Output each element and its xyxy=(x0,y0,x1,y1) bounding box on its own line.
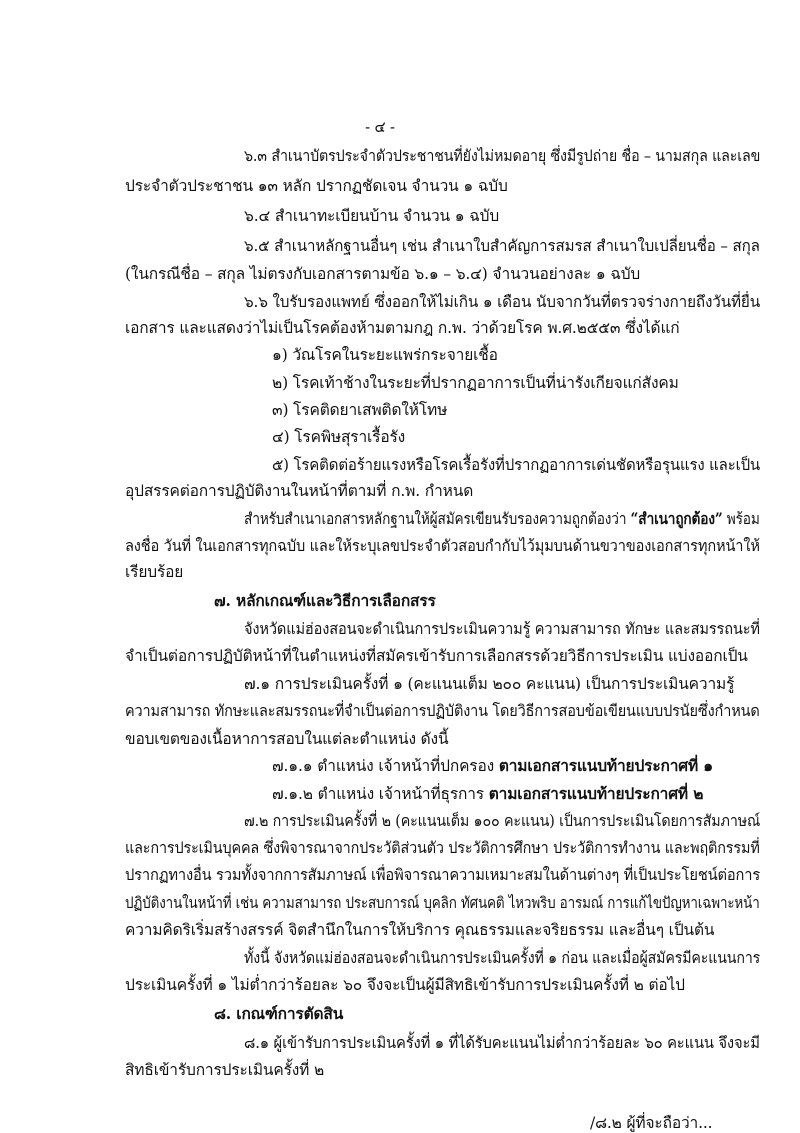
item-6-3: ๖.๓ สำเนาบัตรประจำตัวประชาชนที่ยังไม่หมดอายุ ซึ่งมีรูปถ่าย ชื่อ – นามสกุล และเลข xyxy=(244,147,761,165)
certification-note-end: เรียบร้อย xyxy=(125,563,184,581)
disease-5: ๕) โรคติดต่อร้ายแรงหรือโรคเรื้อรังที่ปรากฏอาการเด่นชัดหรือรุนแรง และเป็น xyxy=(272,456,761,474)
item-8-1: ๘.๑ ผู้เข้ารับการประเมินครั้งที่ ๑ ที่ได้รับคะแนนไม่ต่ำกว่าร้อยละ ๖๐ คะแนน จึงจะมี xyxy=(244,1034,760,1052)
item-7-1-cont: ความสามารถ ทักษะและสมรรถนะที่จำเป็นต่อการปฏิบัติงาน โดยวิธีการสอบข้อเขียนแบบปรนัยซึ่งกำหนด xyxy=(125,702,760,720)
item-7-2: ๗.๒ การประเมินครั้งที่ ๒ (คะแนนเต็ม ๑๐๐ คะแนน) เป็นการประเมินโดยการสัมภาษณ์ xyxy=(244,812,761,830)
item-7-1-1-attachment: ตามเอกสารแนบท้ายประกาศที่ ๑ xyxy=(498,756,713,775)
item-7-1: ๗.๑ การประเมินครั้งที่ ๑ (คะแนนเต็ม ๒๐๐ คะแนน) เป็นการประเมินความรู้ xyxy=(244,675,735,693)
section-7-note-cont: ประเมินครั้งที่ ๑ ไม่ต่ำกว่าร้อยละ ๖๐ จึงจะเป็นผู้มีสิทธิเข้ารับการประเมินครั้งที่ ๒ ต่อไป xyxy=(125,976,685,994)
item-6-5-cont: (ในกรณีชื่อ – สกุล ไม่ตรงกับเอกสารตามข้อ ๖.๑ – ๖.๔) จำนวนอย่างละ ๑ ฉบับ xyxy=(125,265,641,283)
certified-copy-phrase: “สำเนาถูกต้อง” xyxy=(630,509,723,528)
continuation-note: /๘.๒ ผู้ที่จะถือว่า... xyxy=(590,1114,713,1132)
item-7-2-cont4: ความคิดริเริ่มสร้างสรรค์ จิตสำนึกในการให้บริการ คุณธรรมและจริยธรรม และอื่นๆ เป็นต้น xyxy=(125,921,715,939)
item-7-1-2-position: ๗.๑.๒ ตำแหน่ง เจ้าหน้าที่ธุรการ xyxy=(272,785,489,803)
item-7-1-2-attachment: ตามเอกสารแนบท้ายประกาศที่ ๒ xyxy=(488,784,704,803)
item-6-6-cont: เอกสาร และแสดงว่าไม่เป็นโรคต้องห้ามตามกฎ ก.พ. ว่าด้วยโรค พ.ศ.๒๕๕๓ ซึ่งได้แก่ xyxy=(125,319,680,337)
item-8-1-cont: สิทธิเข้ารับการประเมินครั้งที่ ๒ xyxy=(125,1061,325,1079)
item-7-2-cont1: และการประเมินบุคคล ซึ่งพิจารณาจากประวัติส่วนตัว ประวัติการศึกษา ประวัติการทำงาน และพฤติกรรมที่ xyxy=(125,839,760,857)
item-7-1-2 xyxy=(272,784,703,804)
item-7-2-cont2: ปรากฏทางอื่น รวมทั้งจากการสัมภาษณ์ เพื่อพิจารณาความเหมาะสมในด้านต่างๆ ที่เป็นประโยชน์ต่อการ xyxy=(125,866,761,884)
disease-2: ๒) โรคเท้าช้างในระยะที่ปรากฏอาการเป็นที่น่ารังเกียจแก่สังคม xyxy=(272,374,679,392)
item-7-1-cont2: ขอบเขตของเนื้อหาการสอบในแต่ละตำแหน่ง ดังนี้ xyxy=(125,730,449,748)
page-number: - ๔ - xyxy=(365,118,395,136)
section-8-heading: ๘. เกณฑ์การตัดสิน xyxy=(214,1004,344,1023)
section-7-intro-cont: จำเป็นต่อการปฏิบัติหน้าที่ในตำแหน่งที่สมัครเข้ารับการเลือกสรรด้วยวิธีการประเมิน แบ่งออกเป็น xyxy=(125,647,748,665)
disease-3: ๓) โรคติดยาเสพติดให้โทษ xyxy=(272,401,448,419)
section-7-note: ทั้งนี้ จังหวัดแม่ฮ่องสอนจะดำเนินการประเมินครั้งที่ ๑ ก่อน และเมื่อผู้สมัครมีคะแนนการ xyxy=(244,949,761,967)
disease-5-cont: อุปสรรคต่อการปฏิบัติงานในหน้าที่ตามที่ ก.พ. กำหนด xyxy=(125,482,474,500)
certification-note xyxy=(244,509,760,529)
item-6-3-cont: ประจำตัวประชาชน ๑๓ หลัก ปรากฏชัดเจน จำนวน ๑ ฉบับ xyxy=(125,177,508,195)
certification-note-cont: ลงชื่อ วันที่ ในเอกสารทุกฉบับ และให้ระบุเลขประจำตัวสอบกำกับไว้มุมบนด้านขวาของเอกสารทุกหน้าให้ xyxy=(125,537,760,555)
item-7-2-cont3: ปฏิบัติงานในหน้าที่ เช่น ความสามารถ ประสบการณ์ บุคลิก ทัศนคติ ไหวพริบ อารมณ์ การแก้ไขปัญหาเฉพาะหน้า xyxy=(125,894,760,912)
section-7-heading: ๗. หลักเกณฑ์และวิธีการเลือกสรร xyxy=(214,591,436,610)
certification-text-end: พร้อม xyxy=(722,510,760,528)
disease-1: ๑) วัณโรคในระยะแพร่กระจายเชื้อ xyxy=(272,346,498,364)
item-6-4: ๖.๔ สำเนาทะเบียนบ้าน จำนวน ๑ ฉบับ xyxy=(244,207,500,225)
certification-text: สำหรับสำเนาเอกสารหลักฐานให้ผู้สมัครเขียนรับรองความถูกต้องว่า xyxy=(244,510,631,528)
disease-4: ๔) โรคพิษสุราเรื้อรัง xyxy=(272,428,406,446)
item-6-5: ๖.๕ สำเนาหลักฐานอื่นๆ เช่น สำเนาใบสำคัญการสมรส สำเนาใบเปลี่ยนชื่อ – สกุล xyxy=(244,237,760,255)
item-6-6: ๖.๖ ใบรับรองแพทย์ ซึ่งออกให้ไม่เกิน ๑ เดือน นับจากวันที่ตรวจร่างกายถึงวันที่ยื่น xyxy=(244,293,761,311)
item-7-1-1 xyxy=(272,756,713,776)
section-7-intro: จังหวัดแม่ฮ่องสอนจะดำเนินการประเมินความรู้ ความสามารถ ทักษะ และสมรรถนะที่ xyxy=(244,620,760,638)
item-7-1-1-position: ๗.๑.๑ ตำแหน่ง เจ้าหน้าที่ปกครอง xyxy=(272,757,499,775)
